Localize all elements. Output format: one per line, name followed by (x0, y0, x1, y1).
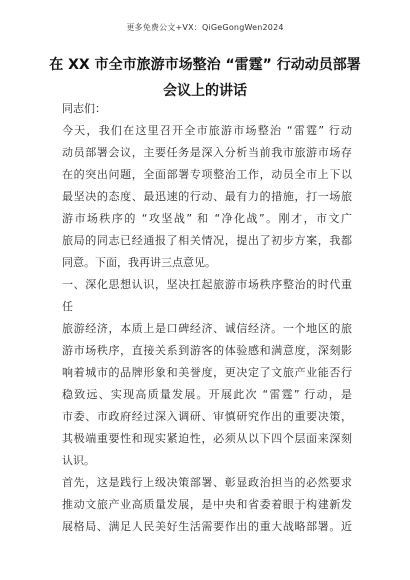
body-line: 稳致远、实现高质量发展。开展此次 “雷霆” 行动，是 (62, 388, 352, 401)
body-line: 动员部署会议，主要任务是深入分析当前我市旅游市场存 (62, 146, 352, 159)
body-line: 首先，这是践行上级决策部署、彰显政治担当的必然要求 (62, 476, 352, 489)
body-line: 其极端重要性和现实紧迫性，必须从以下四个层面来深刻 (62, 432, 352, 445)
body-line: 游市场秩序的 “攻坚战” 和 “净化战”。刚才，市文广 (62, 212, 352, 225)
speech-body (62, 98, 352, 538)
body-line: 同意。下面，我再讲三点意见。 (62, 256, 216, 269)
body-line: 市委、市政府经过深入调研、审慎研究作出的重要决策， (62, 410, 352, 423)
body-line: 推动文旅产业高质量发展，是中央和省委着眼于构建新发 (62, 498, 352, 511)
body-line: 同志们： (62, 102, 106, 115)
body-line: 最坚决的态度、最迅速的行动、最有力的措施，打一场旅 (62, 190, 352, 203)
body-line: 展格局、满足人民美好生活需要作出的重大战略部署。近 (62, 520, 352, 533)
body-line: 游市场秩序，直接关系到游客的体验感和满意度，深刻影 (62, 344, 352, 357)
body-line: 认识。 (62, 454, 95, 467)
body-line: 在的突出问题，全面部署专项整治工作，动员全市上下以 (62, 168, 352, 181)
body-line: 今天，我们在这里召开全市旅游市场整治 “雷霆” 行动 (62, 124, 352, 137)
document-title-line-1: 在 XX 市全市旅游市场整治 “雷霆” 行动动员部署 (49, 57, 361, 73)
header-note: 更多免费公文+VX：QiGeGongWen2024 (126, 23, 284, 32)
body-line: 一、深化思想认识，坚决扛起旅游市场秩序整治的时代重 (62, 278, 352, 291)
body-line: 旅局的同志已经通报了相关情况，提出了初步方案，我都 (62, 234, 352, 247)
body-line: 旅游经济，本质上是口碑经济、诚信经济。一个地区的旅 (62, 322, 352, 335)
body-line: 任 (62, 300, 73, 313)
document-title-line-2: 会议上的讲话 (163, 83, 247, 99)
body-line: 响着城市的品牌形象和美誉度，更决定了文旅产业能否行 (62, 366, 352, 379)
